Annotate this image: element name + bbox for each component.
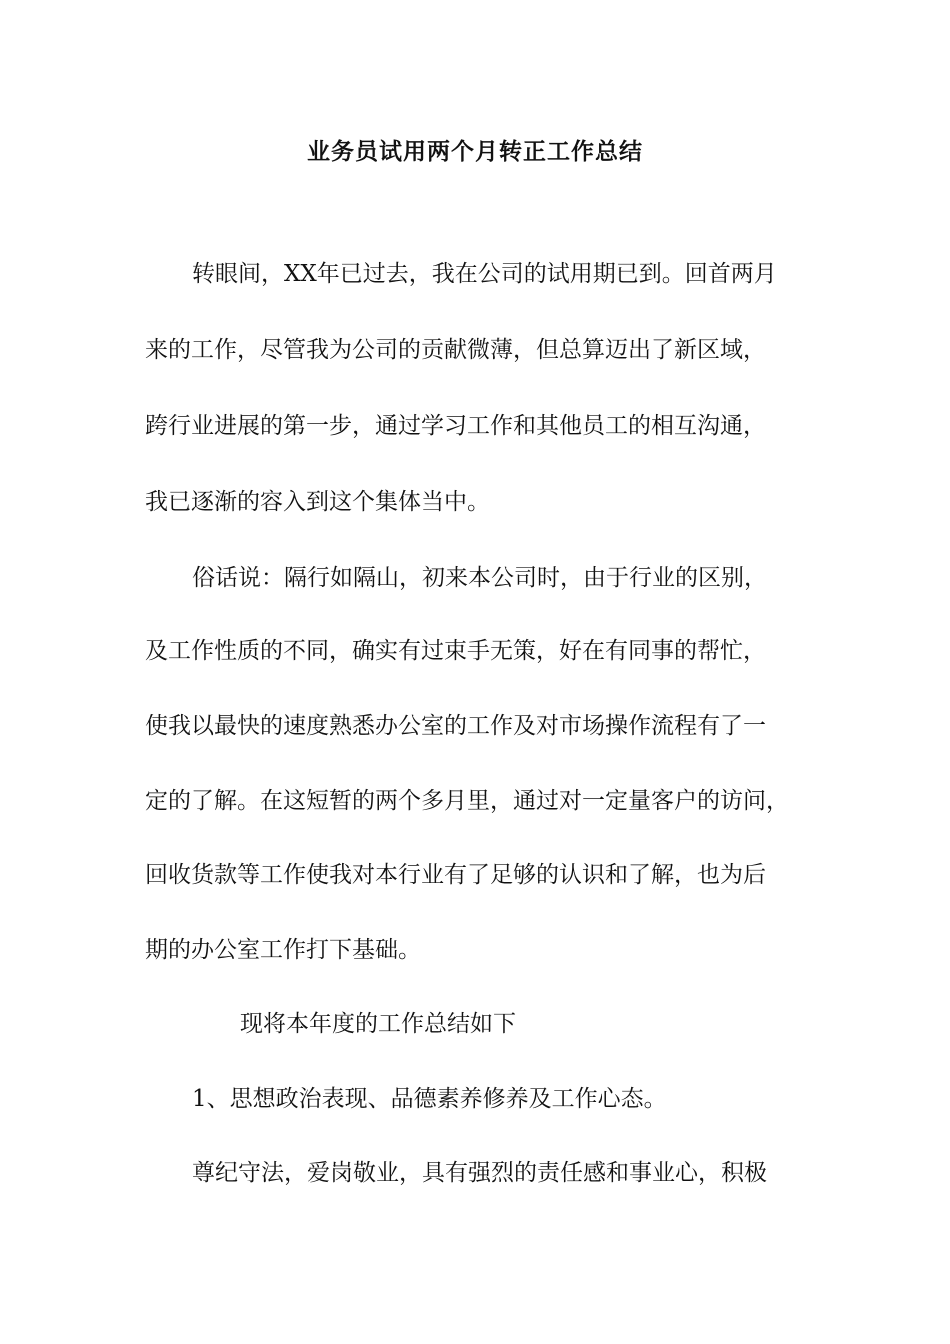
- paragraph-line: 俗话说：隔行如隔山，初来本公司时，由于行业的区别，: [192, 565, 767, 591]
- paragraph-line: 及工作性质的不同，确实有过束手无策，好在有同事的帮忙，: [145, 638, 766, 664]
- paragraph-line: 跨行业进展的第一步，通过学习工作和其他员工的相互沟通，: [145, 413, 766, 439]
- paragraph-line: 回收货款等工作使我对本行业有了足够的认识和了解，也为后: [145, 862, 766, 888]
- document-title: 业务员试用两个月转正工作总结: [307, 138, 643, 165]
- paragraph-line: 转眼间，XX年已过去，我在公司的试用期已到。回首两月: [192, 261, 777, 287]
- paragraph-line: 使我以最快的速度熟悉办公室的工作及对市场操作流程有了一: [145, 713, 766, 739]
- paragraph-line: 尊纪守法，爱岗敬业，具有强烈的责任感和事业心，积极: [192, 1160, 767, 1186]
- paragraph-line: 我已逐渐的容入到这个集体当中。: [145, 489, 490, 515]
- section-heading: 1、思想政治表现、品德素养修养及工作心态。: [192, 1086, 667, 1112]
- paragraph-line: 来的工作，尽管我为公司的贡献微薄，但总算迈出了新区域，: [145, 337, 766, 363]
- section-intro: 现将本年度的工作总结如下: [240, 1011, 516, 1037]
- paragraph-line: 定的了解。在这短暂的两个多月里，通过对一定量客户的访问，: [145, 788, 789, 814]
- paragraph-line: 期的办公室工作打下基础。: [145, 937, 421, 963]
